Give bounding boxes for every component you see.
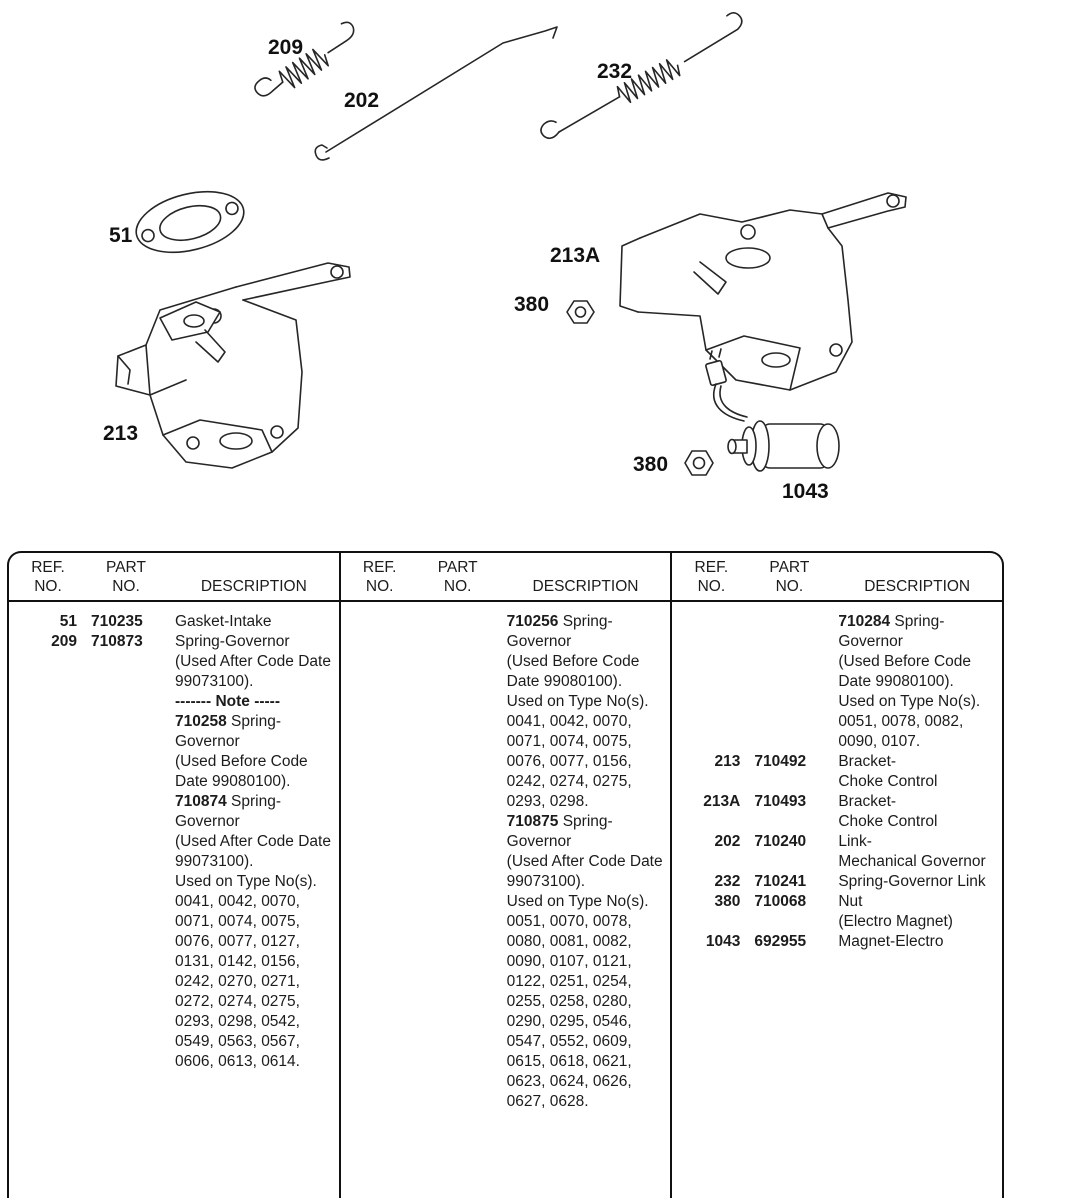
header-description — [507, 577, 665, 596]
header-description — [175, 577, 333, 596]
header-part — [91, 558, 161, 596]
description: Spring-Governor (Used After Code Date 99073100). ------- Note ----- 710258 Spring- Governor (Used Before Code Date 99080100). 710874 Spring- Governor (Used After Code Date 99073100). Used on Type No(s). 0041, 0042, 0070, 0071, 0074, 0075, 0076, 0077, 0127, 0131, 0142, 0156, 0242, 0270, 0271, 0272, 0274, 0275, 0293, 0298, 0542, 0549, 0563, 0567, 0606, 0613, 0614. — [175, 633, 331, 1070]
header-part-line1: PART — [437, 559, 478, 576]
description: 710284 Spring- Governor (Used Before Code Date 99080100). Used on Type No(s). 0051, 0078, 0082, 0090, 0107. — [838, 613, 981, 750]
part-no: 710068 — [754, 893, 807, 910]
part-no: 710493 — [754, 793, 807, 810]
table-row — [682, 792, 998, 832]
column-body — [9, 602, 339, 1072]
header-description-label: DESCRIPTION — [532, 578, 639, 595]
part-no: 692955 — [754, 933, 807, 950]
table-row — [682, 932, 998, 952]
description: Nut (Electro Magnet) — [838, 893, 953, 930]
callout-213a: 213A — [550, 244, 601, 267]
callout-380-top: 380 — [514, 293, 550, 316]
header-description — [838, 577, 996, 596]
table-row — [351, 612, 667, 1112]
header-part-line1: PART — [769, 559, 810, 576]
table-row — [19, 612, 335, 632]
gasket-intake-51-drawing — [130, 182, 250, 263]
callout-380-bottom: 380 — [633, 453, 669, 476]
ref-no: 51 — [59, 613, 77, 630]
table-row — [682, 832, 998, 872]
ref-no: 232 — [714, 873, 741, 890]
parts-table — [7, 551, 1004, 1198]
header-ref — [351, 558, 409, 596]
ref-no — [351, 612, 409, 1112]
header-ref-line1: REF. — [362, 559, 397, 576]
part-no — [423, 612, 493, 1112]
part-no: 710240 — [754, 833, 807, 850]
table-row — [682, 752, 998, 792]
ref-no: 1043 — [705, 933, 741, 950]
bracket-choke-control-213-drawing — [116, 263, 350, 468]
header-part-line2: NO. — [775, 578, 804, 595]
ref-no: 213A — [703, 793, 741, 810]
description: Gasket-Intake — [175, 613, 272, 630]
ref-no: 213 — [714, 753, 741, 770]
column-body — [672, 602, 1002, 952]
nut-380-bottom-drawing — [685, 451, 713, 475]
table-header — [341, 553, 671, 602]
callout-1043: 1043 — [782, 480, 829, 503]
header-ref-line1: REF. — [31, 559, 65, 576]
header-part — [754, 558, 824, 596]
ref-no — [682, 612, 740, 752]
callout-202: 202 — [344, 89, 380, 112]
parts-diagram — [0, 0, 1073, 548]
spring-governor-link-232-drawing — [534, 10, 751, 147]
table-row — [682, 892, 998, 932]
ref-no: 380 — [714, 893, 741, 910]
header-description-label: DESCRIPTION — [200, 578, 307, 595]
description: 710256 Spring- Governor (Used Before Code Date 99080100). Used on Type No(s). 0041, 0042, 0070, 0071, 0074, 0075, 0076, 0077, 0156, 0242, 0274, 0275, 0293, 0298. 710875 Spring- Governor (Used After Code Date 99073100). Used on Type No(s). 0051, 0070, 0078, 0080, 0081, 0082, 0090, 0107, 0121, 0122, 0251, 0254, 0255, 0258, 0280, 0290, 0295, 0546, 0547, 0552, 0609, 0615, 0618, 0621, 0623, 0624, 0626, 0627, 0628. — [506, 613, 663, 1110]
part-no: 710873 — [91, 633, 143, 650]
table-row — [19, 632, 335, 1072]
header-description-label: DESCRIPTION — [864, 578, 971, 595]
column-body — [341, 602, 671, 1112]
callout-232: 232 — [597, 60, 633, 83]
part-no: 710241 — [754, 873, 807, 890]
callout-51: 51 — [109, 224, 133, 247]
callout-209: 209 — [268, 36, 304, 59]
table-header — [9, 553, 339, 602]
part-no: 710492 — [754, 753, 807, 770]
header-ref-line2: NO. — [34, 578, 62, 595]
table-row — [682, 612, 998, 752]
header-ref — [19, 558, 77, 596]
table-row — [682, 872, 998, 892]
header-ref-line2: NO. — [697, 578, 726, 595]
part-no: 710235 — [91, 613, 143, 630]
header-part-line1: PART — [106, 559, 146, 576]
header-part-line2: NO. — [443, 578, 472, 595]
table-column — [670, 553, 1002, 1198]
table-column — [339, 553, 671, 1198]
callout-213: 213 — [103, 422, 139, 445]
header-ref-line1: REF. — [694, 559, 729, 576]
table-column — [9, 553, 339, 1198]
description: Magnet-Electro — [838, 933, 944, 950]
ref-no: 202 — [714, 833, 741, 850]
header-part — [423, 558, 493, 596]
description: Spring-Governor Link — [838, 873, 986, 890]
nut-380-top-drawing — [567, 301, 594, 323]
description: Bracket- Choke Control — [838, 753, 938, 790]
bracket-choke-control-213a-drawing — [620, 193, 906, 390]
table-header — [672, 553, 1002, 602]
part-no — [754, 612, 824, 752]
header-part-line2: NO. — [112, 578, 140, 595]
ref-no: 209 — [51, 633, 77, 650]
header-ref — [682, 558, 740, 596]
header-ref-line2: NO. — [365, 578, 394, 595]
description: Bracket- Choke Control — [838, 793, 938, 830]
description: Link- Mechanical Governor — [838, 833, 986, 870]
